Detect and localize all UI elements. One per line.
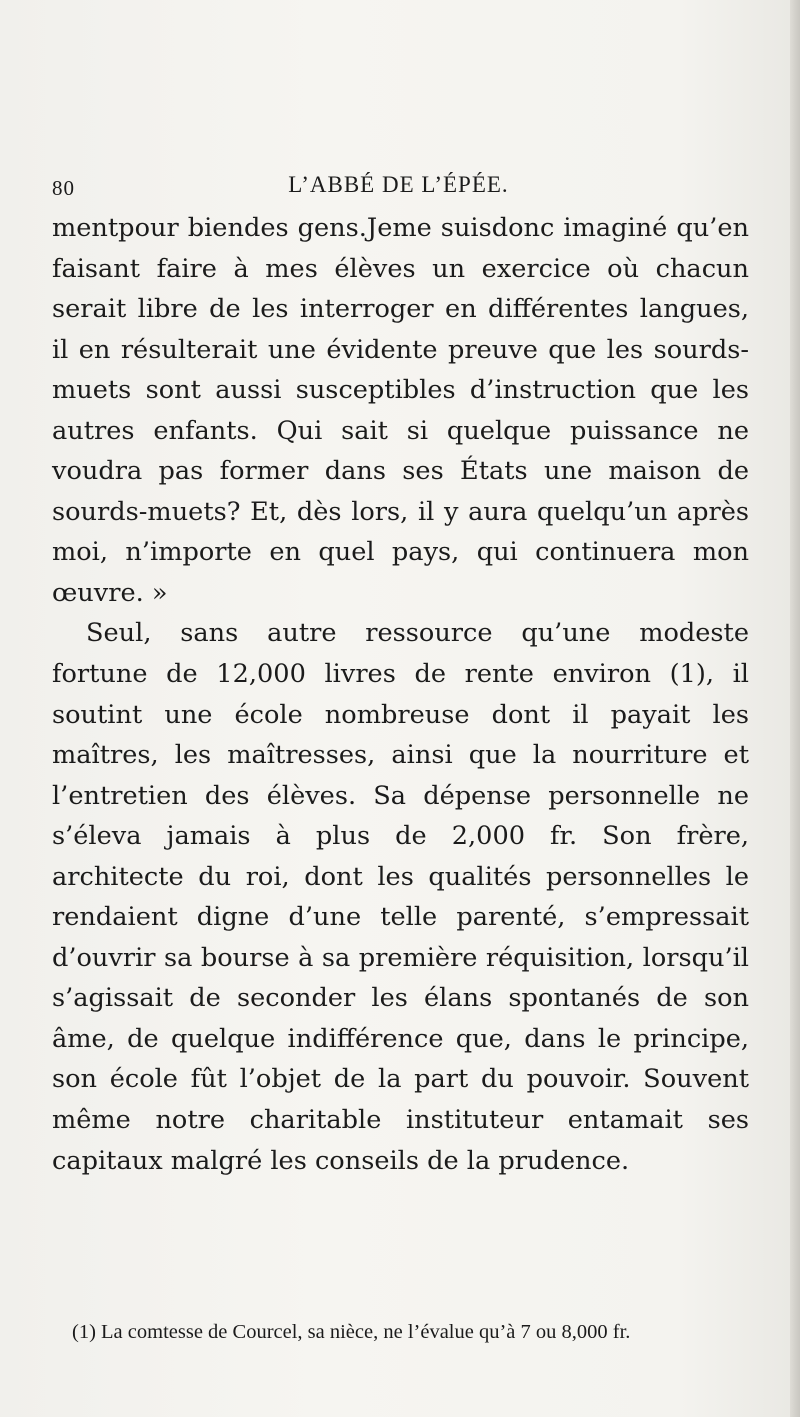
page-edge-shadow — [790, 0, 800, 1417]
page-number: 80 — [52, 176, 75, 200]
paragraph: Seul, sans autre ressource qu’une modeste fortune de 12,000 livres de rente environ (1), il soutint une école nombreuse dont il payait les maîtres, les maîtresses, ainsi que la nourriture et l’entretien des élèves. Sa dépense personnelle ne s’éleva jamais à plus de 2,000 fr. Son frère, architecte du roi, dont les qualités personnelles le rendaient digne d’une telle parenté, s’empressait d’ouvrir sa bourse à sa première réquisition, lorsqu’il s’agissait de seconder les élans spontanés de son âme, de quelque indifférence que, dans le principe, son école fût l’objet de la part du pouvoir. Souvent même notre charitable instituteur entamait ses capitaux malgré les conseils de la prudence. — [52, 618, 749, 1176]
footnote — [52, 1318, 749, 1346]
paragraph: mentpour biendes gens.Jeme suisdonc imaginé qu’en faisant faire à mes élèves un exercice où chacun serait libre de les interroger en différentes langues, il en résulterait une évidente preuve que les sourds-muets sont aussi susceptibles d’instruction que les autres enfants. Qui sait si quelque puissance ne voudra pas former dans ses États une maison de sourds-muets? Et, dès lors, il y aura quelqu’un après moi, n’importe en quel pays, qui continuera mon œuvre. » — [52, 213, 749, 608]
footnote-text: La comtesse de Courcel, sa nièce, ne l’évalue qu’à 7 ou 8,000 fr. — [101, 1321, 631, 1343]
running-head: L’ABBÉ DE L’ÉPÉE. — [288, 172, 509, 197]
body-text — [52, 208, 749, 1181]
page-header — [52, 170, 745, 204]
footnote-marker: (1) — [72, 1321, 96, 1343]
